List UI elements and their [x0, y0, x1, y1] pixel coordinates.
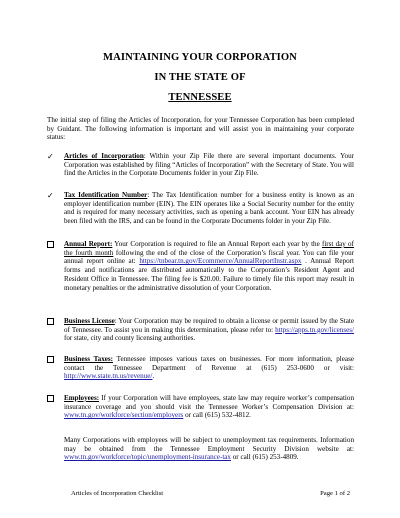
item-text: : The Tax Identification number for a business entity is known as an employer identification number (EIN). The EIN operates like a Social Security number for the entity and is required for many necessary activities, such as opening a bank account. Your EIN has already been filed with the IRS, and can be found in the Corporate Documents folder in your Zip File.: [64, 191, 354, 226]
item-heading: Business License: [64, 317, 115, 325]
checkbox-icon[interactable]: [47, 240, 59, 250]
footer-title: Articles of Incorporation Checklist: [71, 490, 164, 497]
item-text: : Within your Zip File there are several important documents. Your Corporation was established by filing “Articles of Incorporation” with the Secretary of State. You will find the Articles in the Corporate Documents folder in your Zip File.: [64, 152, 354, 178]
checkbox-icon[interactable]: [47, 394, 59, 404]
item-body: Annual Report: Your Corporation is required to file an Annual Report each year by the first day of the fourth month following the end of the close of the Corporation’s fiscal year. You can file your annual report online at: https://tnbear.tn.gov/Ecommerce/AnnualReportInstr.aspx . Annual Report forms and notifications are distributed automatically to the Corporation’s Resident Agent and Resident Office in Tennessee. The filing fee is $20.00. Failure to timely file this report may result in monetary penalties or the administrative dissolution of your Corporation.: [64, 240, 354, 292]
item-body: Business Taxes: Tennessee imposes various taxes on businesses. For more information, please contact the Tennessee Department of Revenue at (615) 253-0600 or visit: http://www.state.tn.us/revenue/.: [64, 355, 354, 381]
unemployment-paragraph: Many Corporations with employees will be subject to unemployment tax requirements. Information may be obtained from the Tennessee Employment Security Division website at: www.tn.gov/workforce/topic/unemployment-insurance-tax or call (615) 253-4809.: [64, 436, 354, 462]
checkmark-icon: ✓: [47, 191, 54, 200]
state-name: TENNESSEE: [168, 92, 232, 103]
item-heading: Tax Identification Number: [64, 191, 148, 199]
licenses-link[interactable]: https://apps.tn.gov/licenses/: [275, 325, 354, 334]
deadline-text: first day of the fourth month: [64, 240, 354, 257]
item-body: Employees: If your Corporation will have employees, state law may require worker’s compensation insurance coverage and you should visit the Tennessee Worker’s Compensation Division at: www.tn.gov/workforce/section/employers or call (615) 532-4812.: [64, 394, 354, 420]
revenue-link[interactable]: http://www.state.tn.us/revenue/: [64, 372, 153, 381]
workforce-employers-link[interactable]: www.tn.gov/workforce/section/employers: [64, 411, 184, 420]
item-body: [64, 191, 354, 226]
checkbox-icon[interactable]: [47, 355, 59, 365]
item-heading: Business Taxes:: [64, 355, 114, 363]
item-body: [64, 152, 354, 178]
item-heading: Employees:: [64, 394, 100, 402]
checkmark-icon: ✓: [47, 152, 54, 161]
item-heading: Annual Report:: [64, 240, 113, 248]
unemployment-tax-link[interactable]: www.tn.gov/workforce/topic/unemployment-insurance-tax: [64, 453, 231, 462]
annual-report-link[interactable]: https://tnbear.tn.gov/Ecommerce/AnnualReportInstr.aspx: [139, 257, 302, 266]
document-subtitle: IN THE STATE OF: [154, 72, 246, 83]
document-title: MAINTAINING YOUR CORPORATION: [103, 52, 297, 63]
item-body: Business License: Your Corporation may be required to obtain a license or permit issued by the State of Tennessee. To assist you in making this determination, please refer to: https://apps.tn.gov/licenses/ for state, city and county licensing authorities.: [64, 317, 355, 343]
checkbox-icon[interactable]: [47, 317, 59, 327]
item-heading: Articles of Incorporation: [64, 152, 144, 160]
intro-paragraph: The initial step of filing the Articles of Incorporation, for your Tennessee Corporation has been completed by Guidant. The following information is important and will assist you in maintaining your corporate status:: [47, 116, 354, 142]
page-number: Page 1 of 2: [320, 490, 350, 497]
